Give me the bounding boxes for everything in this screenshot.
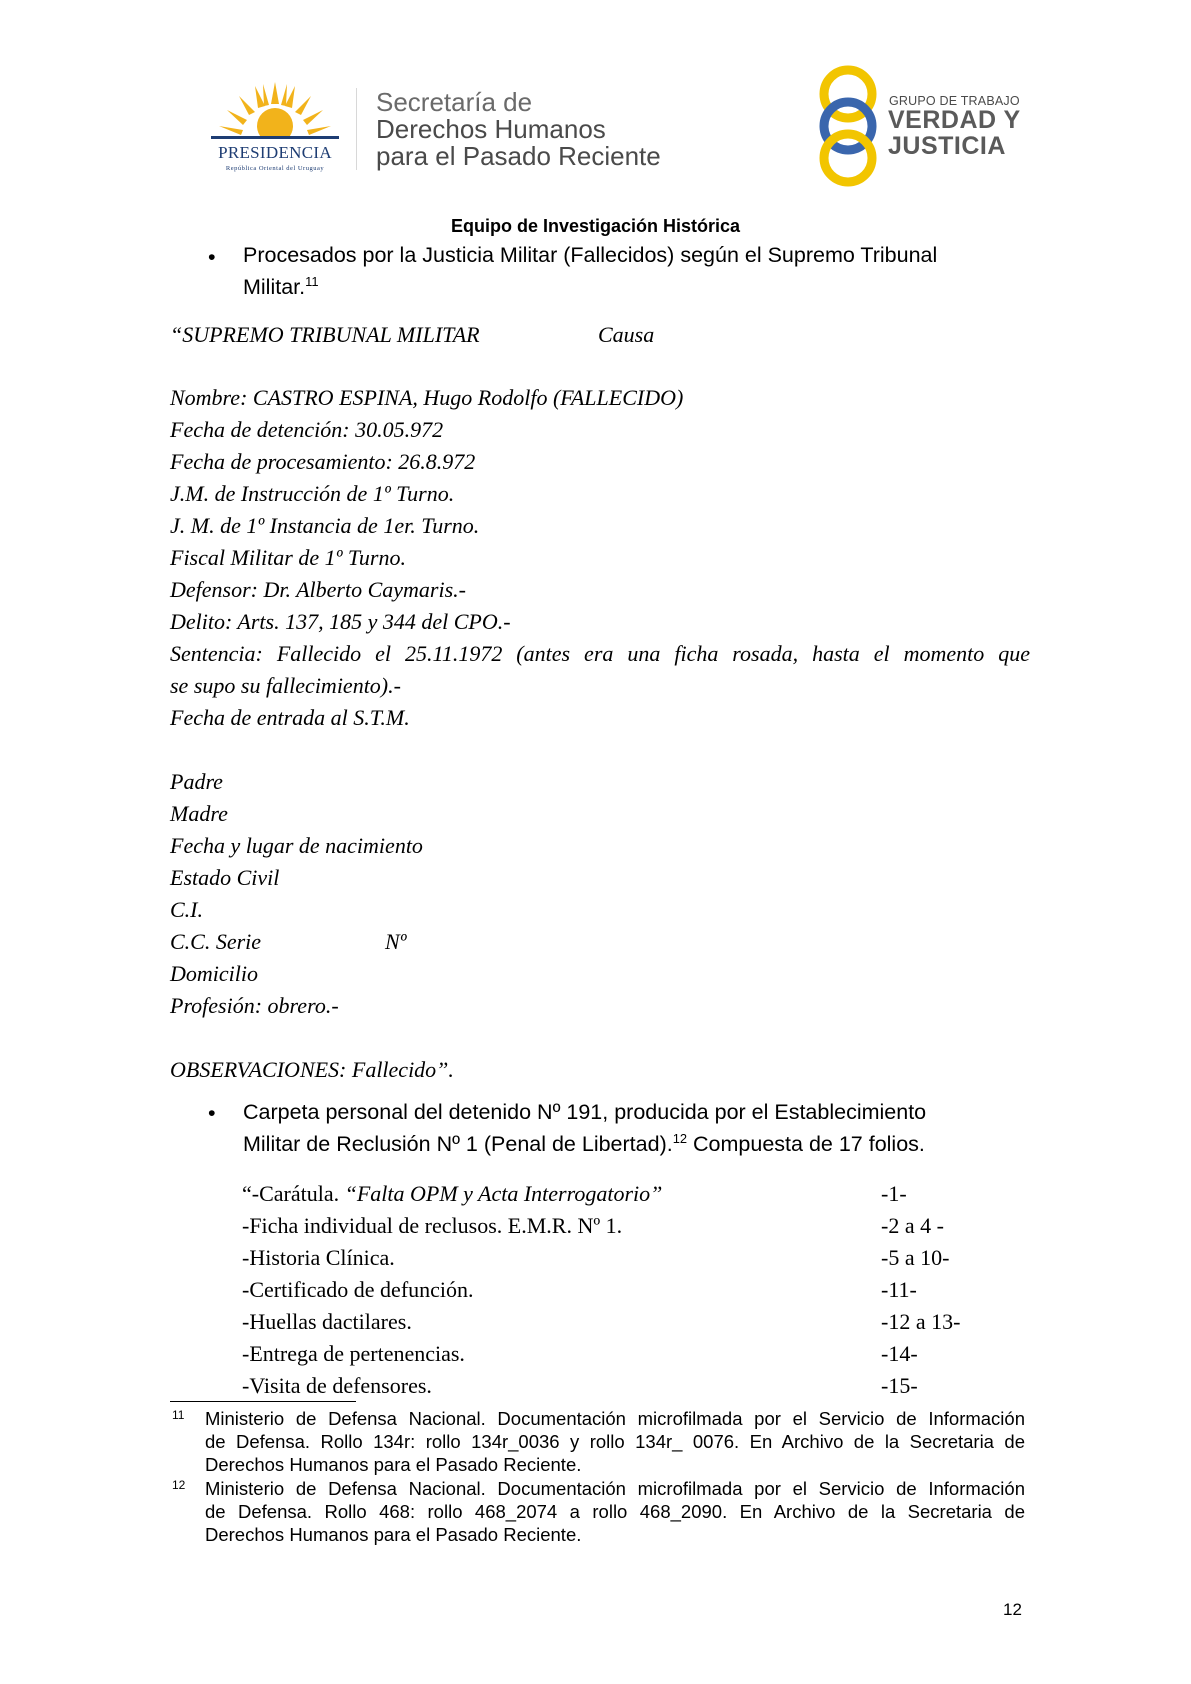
record-causa: Causa xyxy=(598,322,655,347)
sun-emblem-icon xyxy=(197,80,353,150)
bullet-1-line-2: Militar.$^{11}$ xyxy=(243,273,319,299)
folio-label: -Huellas dactilares. xyxy=(242,1309,412,1334)
page-number: 12 xyxy=(1003,1600,1022,1619)
folio-number: -2 a 4 - xyxy=(881,1213,944,1238)
folio-label: -Historia Clínica. xyxy=(242,1245,395,1270)
header-divider xyxy=(356,88,357,170)
record-line: Fiscal Militar de 1º Turno. xyxy=(170,545,406,570)
record-line: J.M. de Instrucción de 1º Turno. xyxy=(170,481,455,506)
personal-line: Estado Civil xyxy=(170,865,280,890)
personal-line: Profesión: obrero.- xyxy=(170,993,339,1018)
bullet-1-text xyxy=(243,239,1033,303)
bullet-2-line-2: Militar de Reclusión Nº 1 (Penal de Libertad).$^{12}$ Compuesta de 17 folios. xyxy=(243,1130,925,1156)
footnote-line: Derechos Humanos para el Pasado Reciente. xyxy=(205,1524,582,1545)
record-line: Fecha de detención: 30.05.972 xyxy=(170,417,444,442)
bullet-1-line-1: Procesados por la Justicia Militar (Fallecidos) según el Supremo Tribunal xyxy=(243,243,938,267)
secretaria-line-3: para el Pasado Reciente xyxy=(376,141,661,171)
grupo-trabajo-line-3: JUSTICIA xyxy=(888,132,1006,160)
footnote-ref-11[interactable]: 11 xyxy=(305,273,319,289)
footnote-mark: 11 xyxy=(172,1408,185,1422)
record-line: Fecha de procesamiento: 26.8.972 xyxy=(170,449,476,474)
record-line: se supo su fallecimiento).- xyxy=(170,673,401,698)
bullet-marker: • xyxy=(208,245,216,269)
footnote-line: de Defensa. Rollo 468: rollo 468_2074 a rollo 468_2090. En Archivo de la Secretaria de xyxy=(205,1501,1025,1522)
grupo-trabajo-line-2: VERDAD Y xyxy=(888,106,1021,134)
record-line: Nombre: CASTRO ESPINA, Hugo Rodolfo (FALLECIDO) xyxy=(170,385,684,410)
presidencia-logo xyxy=(197,80,353,175)
presidencia-name: PRESIDENCIA xyxy=(218,143,332,162)
footnote-line: de Defensa. Rollo 134r: rollo 134r_0036 y rollo 134r_ 0076. En Archivo de la Secretaria de xyxy=(205,1431,1025,1452)
secretaria-line-2: Derechos Humanos xyxy=(376,114,606,144)
folio-label: -Entrega de pertenencias. xyxy=(242,1341,465,1366)
bullet-2-line-1: Carpeta personal del detenido Nº 191, producida por el Establecimiento xyxy=(243,1100,927,1124)
record-line: Delito: Arts. 137, 185 y 344 del CPO.- xyxy=(170,609,511,634)
footnote-ref-12[interactable]: 12 xyxy=(672,1130,688,1146)
bullet-2-text xyxy=(243,1096,1033,1160)
personal-line: C.I. xyxy=(170,897,203,922)
footnote-mark: 12 xyxy=(172,1478,186,1492)
grupo-trabajo-line-1: GRUPO DE TRABAJO xyxy=(889,94,1020,108)
record-line: Defensor: Dr. Alberto Caymaris.- xyxy=(170,577,466,602)
footnote-12 xyxy=(205,1477,1025,1546)
record-fields xyxy=(170,382,1030,734)
folio-number: -15- xyxy=(881,1373,918,1398)
personal-line: Fecha y lugar de nacimiento xyxy=(170,833,423,858)
secretaria-wordmark xyxy=(376,89,736,170)
grupo-trabajo-logo xyxy=(813,64,1021,188)
secretaria-line-1: Secretaría de xyxy=(376,87,533,117)
footnote-separator xyxy=(170,1401,356,1402)
folio-number: -11- xyxy=(881,1277,917,1302)
personal-line: Padre xyxy=(170,769,223,794)
record-heading: “SUPREMO TRIBUNAL MILITAR xyxy=(170,322,480,347)
personal-line xyxy=(170,926,670,958)
folio-number: -14- xyxy=(881,1341,918,1366)
folio-number: -5 a 10- xyxy=(881,1245,950,1270)
footnote-line: Ministerio de Defensa Nacional. Documentación microfilmada por el Servicio de Información xyxy=(205,1408,1025,1429)
record-line: J. M. de 1º Instancia de 1er. Turno. xyxy=(170,513,480,538)
folio-number: -1- xyxy=(881,1181,907,1206)
personal-fields xyxy=(170,766,670,1022)
footnote-line: Ministerio de Defensa Nacional. Documentación microfilmada por el Servicio de Información xyxy=(205,1478,1025,1499)
folio-label: “-Carátula. “Falta OPM y Acta Interrogatorio” xyxy=(242,1181,663,1206)
folio-label: -Visita de defensores. xyxy=(242,1373,432,1398)
footnote-line: Derechos Humanos para el Pasado Reciente. xyxy=(205,1454,582,1475)
folio-label: -Certificado de defunción. xyxy=(242,1277,474,1302)
cc-serie-label: C.C. Serie xyxy=(170,929,262,954)
bullet-marker: • xyxy=(208,1101,216,1125)
linked-rings-icon xyxy=(813,64,883,188)
folio-number: -12 a 13- xyxy=(881,1309,961,1334)
observaciones: OBSERVACIONES: Fallecido”. xyxy=(170,1057,454,1082)
record-line: Sentencia: Fallecido el 25.11.1972 (antes era una ficha rosada, hasta el momento que xyxy=(170,641,1030,666)
cc-numero-label: Nº xyxy=(385,929,407,954)
record-line: Fecha de entrada al S.T.M. xyxy=(170,705,410,730)
personal-line: Madre xyxy=(170,801,228,826)
footnote-11 xyxy=(205,1407,1025,1476)
folio-label: -Ficha individual de reclusos. E.M.R. Nº 1. xyxy=(242,1213,623,1238)
folio-list xyxy=(0,1178,1191,1408)
section-heading: Equipo de Investigación Histórica xyxy=(450,216,741,236)
presidencia-subtitle: República Oriental del Uruguay xyxy=(225,165,325,172)
personal-line: Domicilio xyxy=(170,961,258,986)
